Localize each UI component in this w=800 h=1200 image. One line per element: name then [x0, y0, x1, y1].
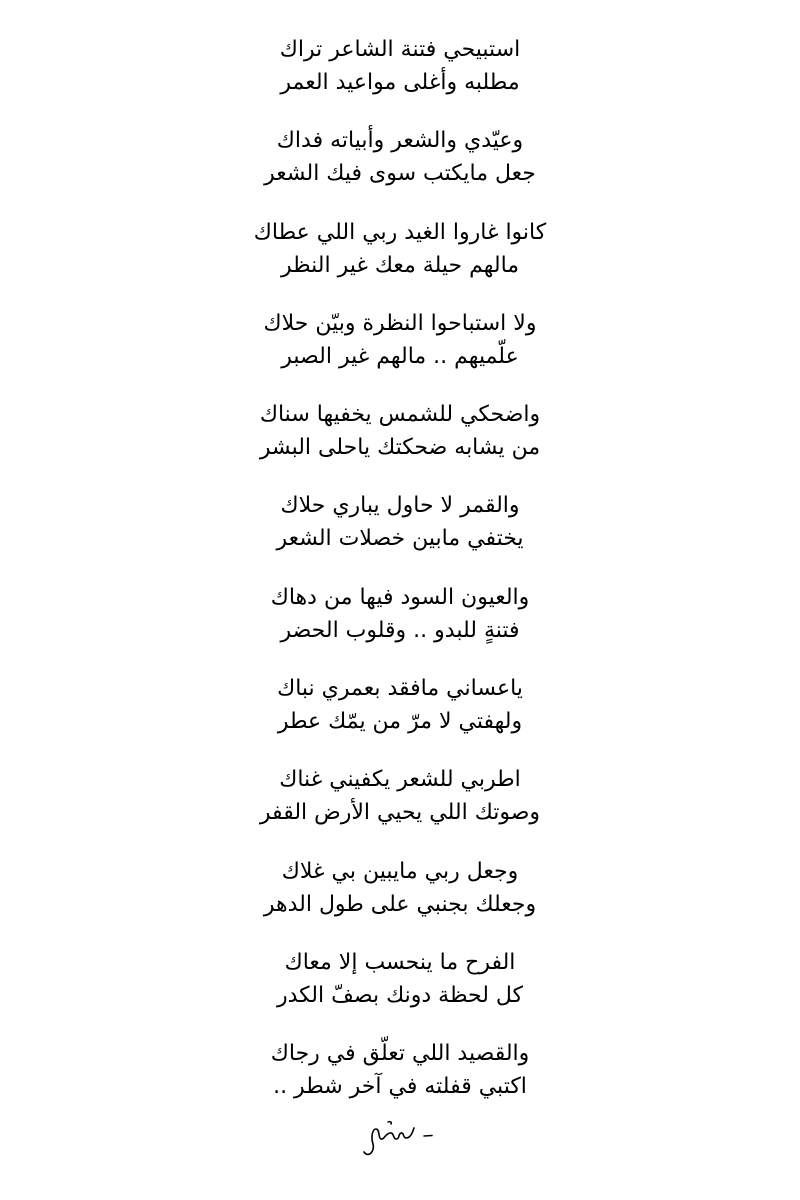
stanza-line: والقصيد اللي تعلّق في رجاك	[270, 1041, 530, 1067]
stanza-2	[0, 124, 800, 215]
stanza-line: ولا استباحوا النظرة وبيّن حلاك	[263, 310, 537, 336]
stanza-line: والقمر لا حاول يباري حلاك	[280, 493, 520, 519]
stanza-7	[0, 581, 800, 672]
stanza-line: فتنةٍ للبدو .. وقلوب الحضر	[280, 617, 520, 643]
stanza-line: استبيحي فتنة الشاعر تراك	[279, 37, 521, 62]
stanza-9	[0, 763, 800, 854]
stanza-10	[0, 855, 800, 946]
stanza-line: واضحكي للشمس يخفيها سناك	[259, 402, 541, 428]
stanza-line: ياعساني مافقد بعمري نباك	[277, 676, 523, 702]
stanza-line: ولهفتي لا مرّ من يمّك عطر	[277, 709, 523, 735]
stanza-line: الفرح ما ينحسب إلا معاك	[284, 949, 516, 975]
stanza-5	[0, 398, 800, 489]
stanza-line: وصوتك اللي يحيي الأرض القفر	[259, 800, 541, 826]
signature-dash	[424, 1136, 432, 1137]
stanza-line: اطربي للشعر يكفيني غناك	[279, 767, 521, 793]
stanza-1	[0, 33, 800, 124]
stanza-line: وجعل ربي مايبين بي غلاك	[281, 858, 519, 884]
stanza-line: وجعلك بجنبي على طول الدهر	[263, 891, 537, 917]
stanza-6	[0, 489, 800, 580]
stanza-line: كانوا غاروا الغيد ربي اللي عطاك	[253, 219, 547, 245]
stanza-11	[0, 946, 800, 1037]
stanza-8	[0, 672, 800, 763]
stanza-line: مطلبه وأغلى مواعيد العمر	[280, 70, 520, 95]
signature-stroke	[364, 1128, 414, 1154]
signature-dot	[388, 1122, 391, 1124]
stanza-line: اكتبي قفلته في آخر شطر ..	[273, 1074, 527, 1100]
poem	[0, 33, 800, 1129]
stanza-line: يختفي مابين خصلات الشعر	[276, 526, 524, 552]
stanza-line: جعل مايكتب سوى فيك الشعر	[264, 161, 536, 187]
stanza-line: وعيّدي والشعر وأبياته فداك	[276, 128, 524, 154]
stanza-line: مالهم حيلة معك غير النظر	[280, 252, 520, 278]
stanza-line: والعيون السود فيها من دهاك	[270, 584, 530, 610]
stanza-3	[0, 216, 800, 307]
signature	[360, 1112, 450, 1172]
stanza-line: كل لحظة دونك بصفّ الكدر	[276, 982, 524, 1008]
signature-mark	[360, 1112, 450, 1172]
stanza-line: علّميهم .. مالهم غير الصبر	[281, 343, 519, 369]
stanza-line: من يشابه ضحكتك ياحلى البشر	[259, 435, 541, 461]
stanza-4	[0, 307, 800, 398]
